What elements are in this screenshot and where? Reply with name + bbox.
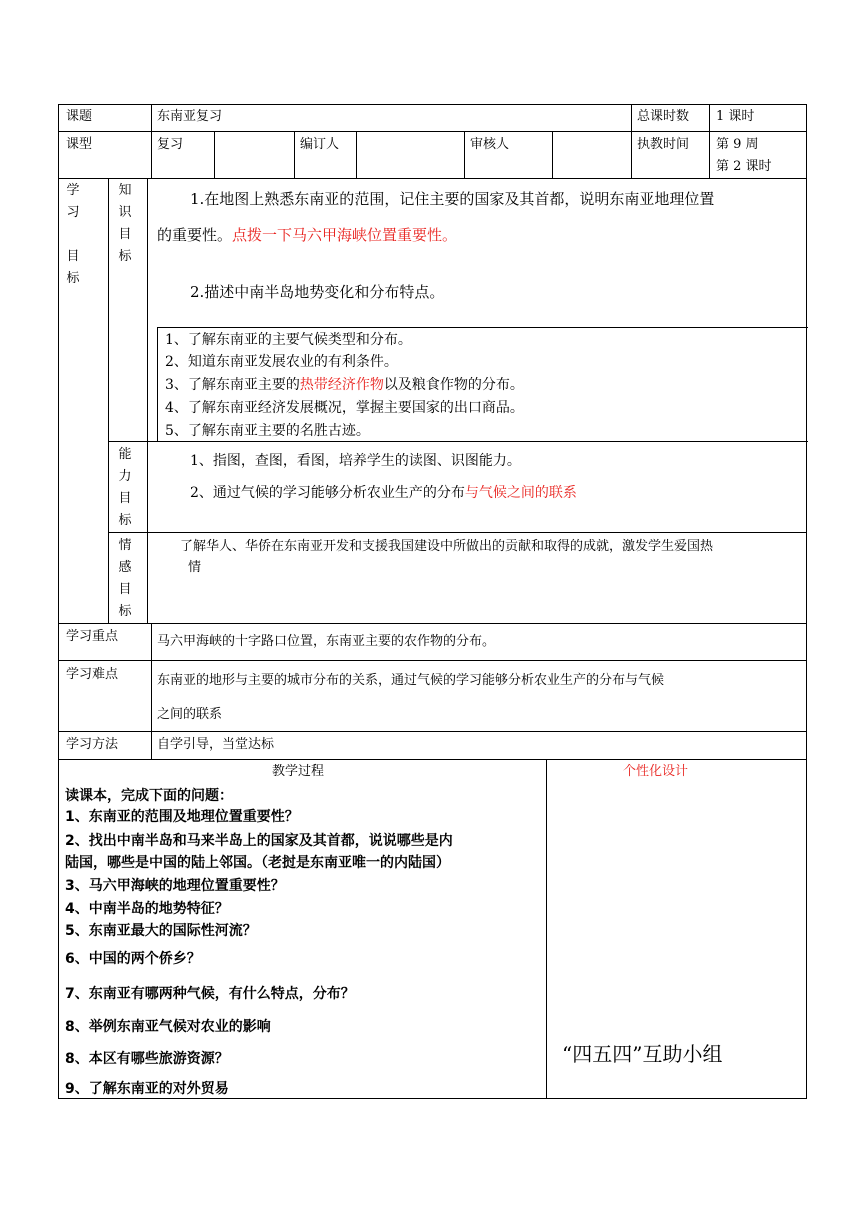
emotion-objective: 了解华人、华侨在东南亚开发和支援我国建设中所做出的贡献和取得的成就，激发学生爱国热 [180, 539, 714, 554]
reviewer-label: 审核人 [470, 137, 510, 152]
knowledge-objective-2: 2.描述中南半岛地势变化和分布特点。 [190, 283, 445, 301]
difficulties-value-cont: 之间的联系 [157, 707, 223, 722]
ability-label-1: 能 [118, 447, 132, 462]
objectives-label-1: 学 [66, 183, 80, 198]
knowledge-item-2: 2、知道东南亚发展农业的有利条件。 [165, 354, 398, 370]
question-2: 2、找出中南半岛和马来半岛上的国家及其首都，说说哪些是内 [65, 833, 453, 849]
question-6: 6、中国的两个侨乡？ [65, 951, 201, 967]
emotion-label-3: 目 [118, 582, 132, 597]
emotion-label-2: 感 [118, 560, 132, 575]
ability-objective-2: 2、通过气候的学习能够分析农业生产的分布与气候之间的联系 [190, 485, 577, 501]
knowledge-objective-1: 1.在地图上熟悉东南亚的范围，记住主要的国家及其首都，说明东南亚地理位置 [190, 190, 715, 208]
difficulties-value: 东南亚的地形与主要的城市分布的关系，通过气候的学习能够分析农业生产的分布与气候 [157, 673, 665, 688]
difficulties-label: 学习难点 [66, 667, 119, 682]
group-note: “四五四”互助小组 [562, 1042, 723, 1066]
editor-label: 编订人 [300, 137, 340, 152]
question-8b: 8、本区有哪些旅游资源？ [65, 1051, 229, 1067]
knowledge-item-4: 4、了解东南亚经济发展概况，掌握主要国家的出口商品。 [165, 400, 524, 416]
process-intro: 读课本，完成下面的问题： [65, 788, 233, 804]
emotion-label-1: 情 [118, 538, 132, 553]
design-title: 个性化设计 [623, 764, 689, 779]
methods-value: 自学引导，当堂达标 [157, 737, 275, 752]
ability-objective-1: 1、指图，查图，看图，培养学生的读图、识图能力。 [190, 453, 521, 469]
ability-label-2: 力 [118, 469, 132, 484]
knowledge-item-1: 1、了解东南亚的主要气候类型和分布。 [165, 332, 412, 348]
process-title: 教学过程 [272, 764, 325, 779]
total-hours-label: 总课时数 [637, 109, 690, 124]
type-label: 课型 [66, 137, 93, 152]
knowledge-label-1: 知 [118, 183, 132, 198]
question-5: 5、东南亚最大的国际性河流？ [65, 923, 257, 939]
question-2-cont: 陆国，哪些是中国的陆上邻国。（老挝是东南亚唯一的内陆国） [65, 855, 450, 871]
teach-time-lesson: 第 2 课时 [716, 159, 772, 174]
objectives-label-4: 标 [66, 271, 80, 286]
knowledge-label-3: 目 [118, 227, 132, 242]
knowledge-objective-1-cont: 的重要性。点拨一下马六甲海峡位置重要性。 [157, 226, 458, 244]
question-1: 1、东南亚的范围及地理位置重要性？ [65, 809, 299, 825]
methods-label: 学习方法 [66, 737, 119, 752]
emotion-objective-cont: 情 [188, 560, 202, 575]
objectives-label-3: 目 [66, 249, 80, 264]
knowledge-item-3: 3、了解东南亚主要的热带经济作物以及粮食作物的分布。 [165, 377, 524, 393]
emotion-label-4: 标 [118, 604, 132, 619]
objectives-label-2: 习 [66, 205, 80, 220]
total-hours-value: 1 课时 [716, 109, 755, 124]
key-points-label: 学习重点 [66, 629, 119, 644]
knowledge-label-2: 识 [118, 205, 132, 220]
knowledge-item-5: 5、了解东南亚主要的名胜古迹。 [165, 423, 370, 439]
question-7: 7、东南亚有哪两种气候，有什么特点，分布？ [65, 986, 355, 1002]
type-value: 复习 [157, 137, 184, 152]
question-4: 4、中南半岛的地势特征？ [65, 901, 229, 917]
ability-label-4: 标 [118, 513, 132, 528]
teach-time-label: 执教时间 [637, 137, 690, 152]
teach-time-week: 第 9 周 [716, 137, 759, 152]
ability-label-3: 目 [118, 491, 132, 506]
key-points-value: 马六甲海峡的十字路口位置，东南亚主要的农作物的分布。 [157, 634, 496, 649]
question-9: 9、了解东南亚的对外贸易 [65, 1081, 229, 1097]
topic-label: 课题 [66, 109, 93, 124]
knowledge-label-4: 标 [118, 249, 132, 264]
topic-value: 东南亚复习 [157, 109, 223, 124]
question-3: 3、马六甲海峡的地理位置重要性？ [65, 878, 285, 894]
question-8a: 8、举例东南亚气候对农业的影响 [65, 1019, 271, 1035]
